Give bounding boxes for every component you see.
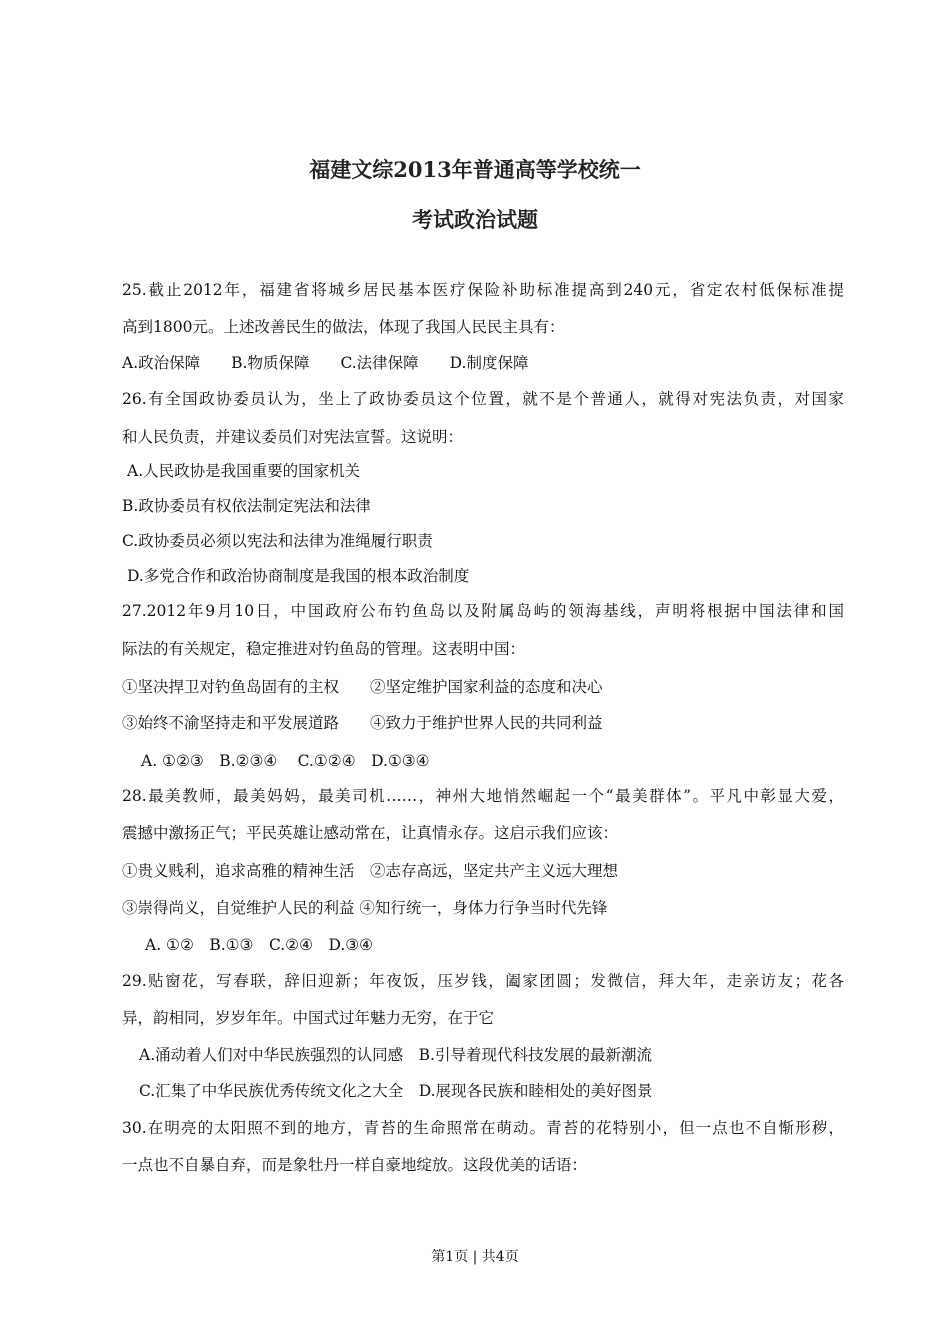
text-line: 30.在明亮的太阳照不到的地方，青苔的生命照常在萌动。青苔的花特别小，但一点也不自惭形秽， xyxy=(122,1119,844,1137)
text-line: C.汇集了中华民族优秀传统文化之大全 D.展现各民族和睦相处的美好图景 xyxy=(139,1082,653,1100)
text-line: A.人民政协是我国重要的国家机关 xyxy=(127,462,361,480)
text-line: 28.最美教师，最美妈妈，最美司机……，神州大地悄然崛起一个“最美群体”。平凡中彰显大爱， xyxy=(122,787,844,805)
text-line: 25.截止2012年，福建省将城乡居民基本医疗保险补助标准提高到240元，省定农村低保标准提 xyxy=(122,281,844,299)
text-line: A.政治保障 B.物质保障 C.法律保障 D.制度保障 xyxy=(122,354,529,372)
text-line: ③崇得尚义，自觉维护人民的利益 ④知行统一，身体力行争当时代先锋 xyxy=(122,899,608,917)
text-line: 一点也不自暴自弃，而是象牡丹一样自豪地绽放。这段优美的话语： xyxy=(122,1156,588,1174)
text-line: A. ①②③ B.②③④ C.①②④ D.①③④ xyxy=(141,752,430,770)
text-line: A.涌动着人们对中华民族强烈的认同感 B.引导着现代科技发展的最新潮流 xyxy=(139,1046,652,1064)
text-line: 异，韵相同，岁岁年年。中国式过年魅力无穷，在于它 xyxy=(122,1009,495,1027)
doc-title: 福建文综2013年普通高等学校统一 xyxy=(309,157,641,182)
text-line: 高到1800元。上述改善民生的做法，体现了我国人民民主具有： xyxy=(122,318,565,336)
text-line: 震撼中激扬正气；平民英雄让感动常在，让真情永存。这启示我们应该： xyxy=(122,824,619,842)
text-line: A. ①② B.①③ C.②④ D.③④ xyxy=(145,936,374,954)
text-line: ①坚决捍卫对钓鱼岛固有的主权 ②坚定维护国家利益的态度和决心 xyxy=(122,678,603,696)
text-line: ①贵义贱利，追求高雅的精神生活 ②志存高远，坚定共产主义远大理想 xyxy=(122,862,619,880)
text-line: B.政协委员有权依法制定宪法和法律 xyxy=(122,497,371,515)
text-line: 27.2012年9月10日，中国政府公布钓鱼岛以及附属岛屿的领海基线，声明将根据中国法律和国 xyxy=(122,602,844,620)
text-line: 26.有全国政协委员认为，坐上了政协委员这个位置，就不是个普通人，就得对宪法负责，对国家 xyxy=(122,390,844,408)
text-line: 际法的有关规定，稳定推进对钓鱼岛的管理。这表明中国： xyxy=(122,640,526,658)
page-footer: 第1页 | 共4页 xyxy=(431,1249,519,1265)
text-line: D.多党合作和政治协商制度是我国的根本政治制度 xyxy=(127,567,470,585)
text-line: C.政协委员必须以宪法和法律为准绳履行职责 xyxy=(122,532,433,550)
text-line: 和人民负责，并建议委员们对宪法宣誓。这说明： xyxy=(122,428,464,446)
doc-subtitle: 考试政治试题 xyxy=(412,207,538,232)
text-line: 29.贴窗花，写春联，辞旧迎新；年夜饭，压岁钱，阖家团圆；发微信，拜大年，走亲访友；花各 xyxy=(122,972,844,990)
text-line: ③始终不渝坚持走和平发展道路 ④致力于维护世界人民的共同利益 xyxy=(122,714,603,732)
